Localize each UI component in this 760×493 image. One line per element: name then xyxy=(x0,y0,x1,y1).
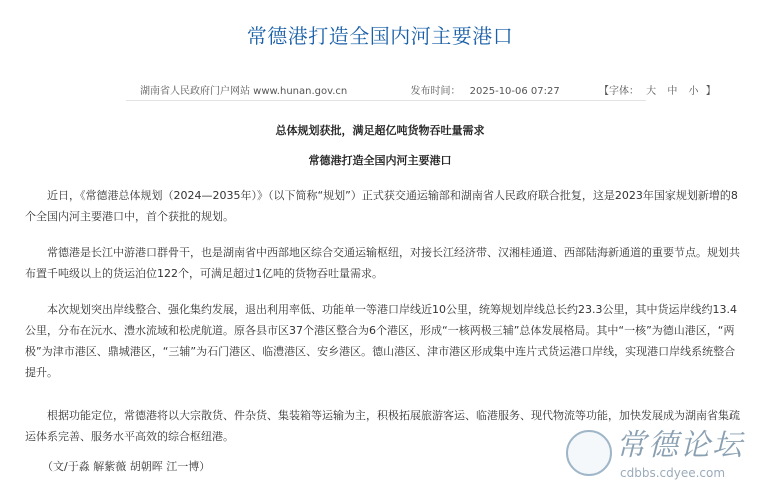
subheading-2: 常德港打造全国内河主要港口 xyxy=(308,154,452,167)
publish-time-label: 发布时间： xyxy=(410,86,461,97)
paragraph-3: 本次规划突出岸线整合、强化集约发展，退出利用率低、功能单一等港口岸线近10公里，统筹规划岸线总长约23.3公里，其中货运岸线约13.4公里，分布在沅水、澧水流域和松虎航道。原各县市区37个港区整合为6个港区，形成“一核两极三辅”总体发展格局。其中“一核”为德山港区，“两极”为津市港区、鼎城港区，“三辅”为石门港区、临澧港区、安乡港区。德山港区、津市港区形成集中连片式货运港口岸线，实现港口岸线系统整合提升。 xyxy=(25,303,737,379)
page-title: 常德港打造全国内河主要港口 xyxy=(246,24,514,48)
meta-divider xyxy=(126,100,646,101)
source-label: 湖南省人民政府门户网站 www.hunan.gov.cn xyxy=(140,86,348,97)
forum-seal-icon xyxy=(566,430,612,476)
watermark-text: 常德论坛 xyxy=(616,428,744,463)
article-meta xyxy=(140,82,716,97)
publish-time: 2025-10-06 07:27 xyxy=(469,86,560,97)
font-size-close-bracket: 】 xyxy=(705,86,716,97)
paragraph-2: 常德港是长江中游港口群骨干，也是湖南省中西部地区综合交通运输枢纽，对接长江经济带、汉湘桂通道、西部陆海新通道的重要节点。规划共布置千吨级以上的货运泊位122个，可满足超过1亿吨的货物吞吐量需求。 xyxy=(25,246,740,280)
font-size-small-button[interactable]: 小 xyxy=(688,86,699,97)
font-size-medium-button[interactable]: 中 xyxy=(667,86,678,97)
watermark-url: cdbbs.cdyee.com xyxy=(620,466,726,480)
font-size-label: 【字体： xyxy=(598,86,639,97)
paragraph-1: 近日，《常德港总体规划（2024—2035年）》（以下简称“规划”）正式获交通运输部和湖南省人民政府联合批复，这是2023年国家规划新增的8个全国内河主要港口中，首个获批的规划。 xyxy=(25,189,738,223)
forum-watermark xyxy=(566,420,756,490)
author-signature: （文/于淼 解紫薇 胡朝晖 江一博） xyxy=(42,460,211,473)
paragraph-4: 根据功能定位，常德港将以大宗散货、件杂货、集装箱等运输为主，积极拓展旅游客运、临港服务、现代物流等功能，加快发展成为湖南省集疏运体系完善、服务水平高效的综合枢纽港。 xyxy=(25,409,740,443)
font-size-large-button[interactable]: 大 xyxy=(646,86,657,97)
subheading-1: 总体规划获批，满足超亿吨货物吞吐量需求 xyxy=(275,124,485,137)
